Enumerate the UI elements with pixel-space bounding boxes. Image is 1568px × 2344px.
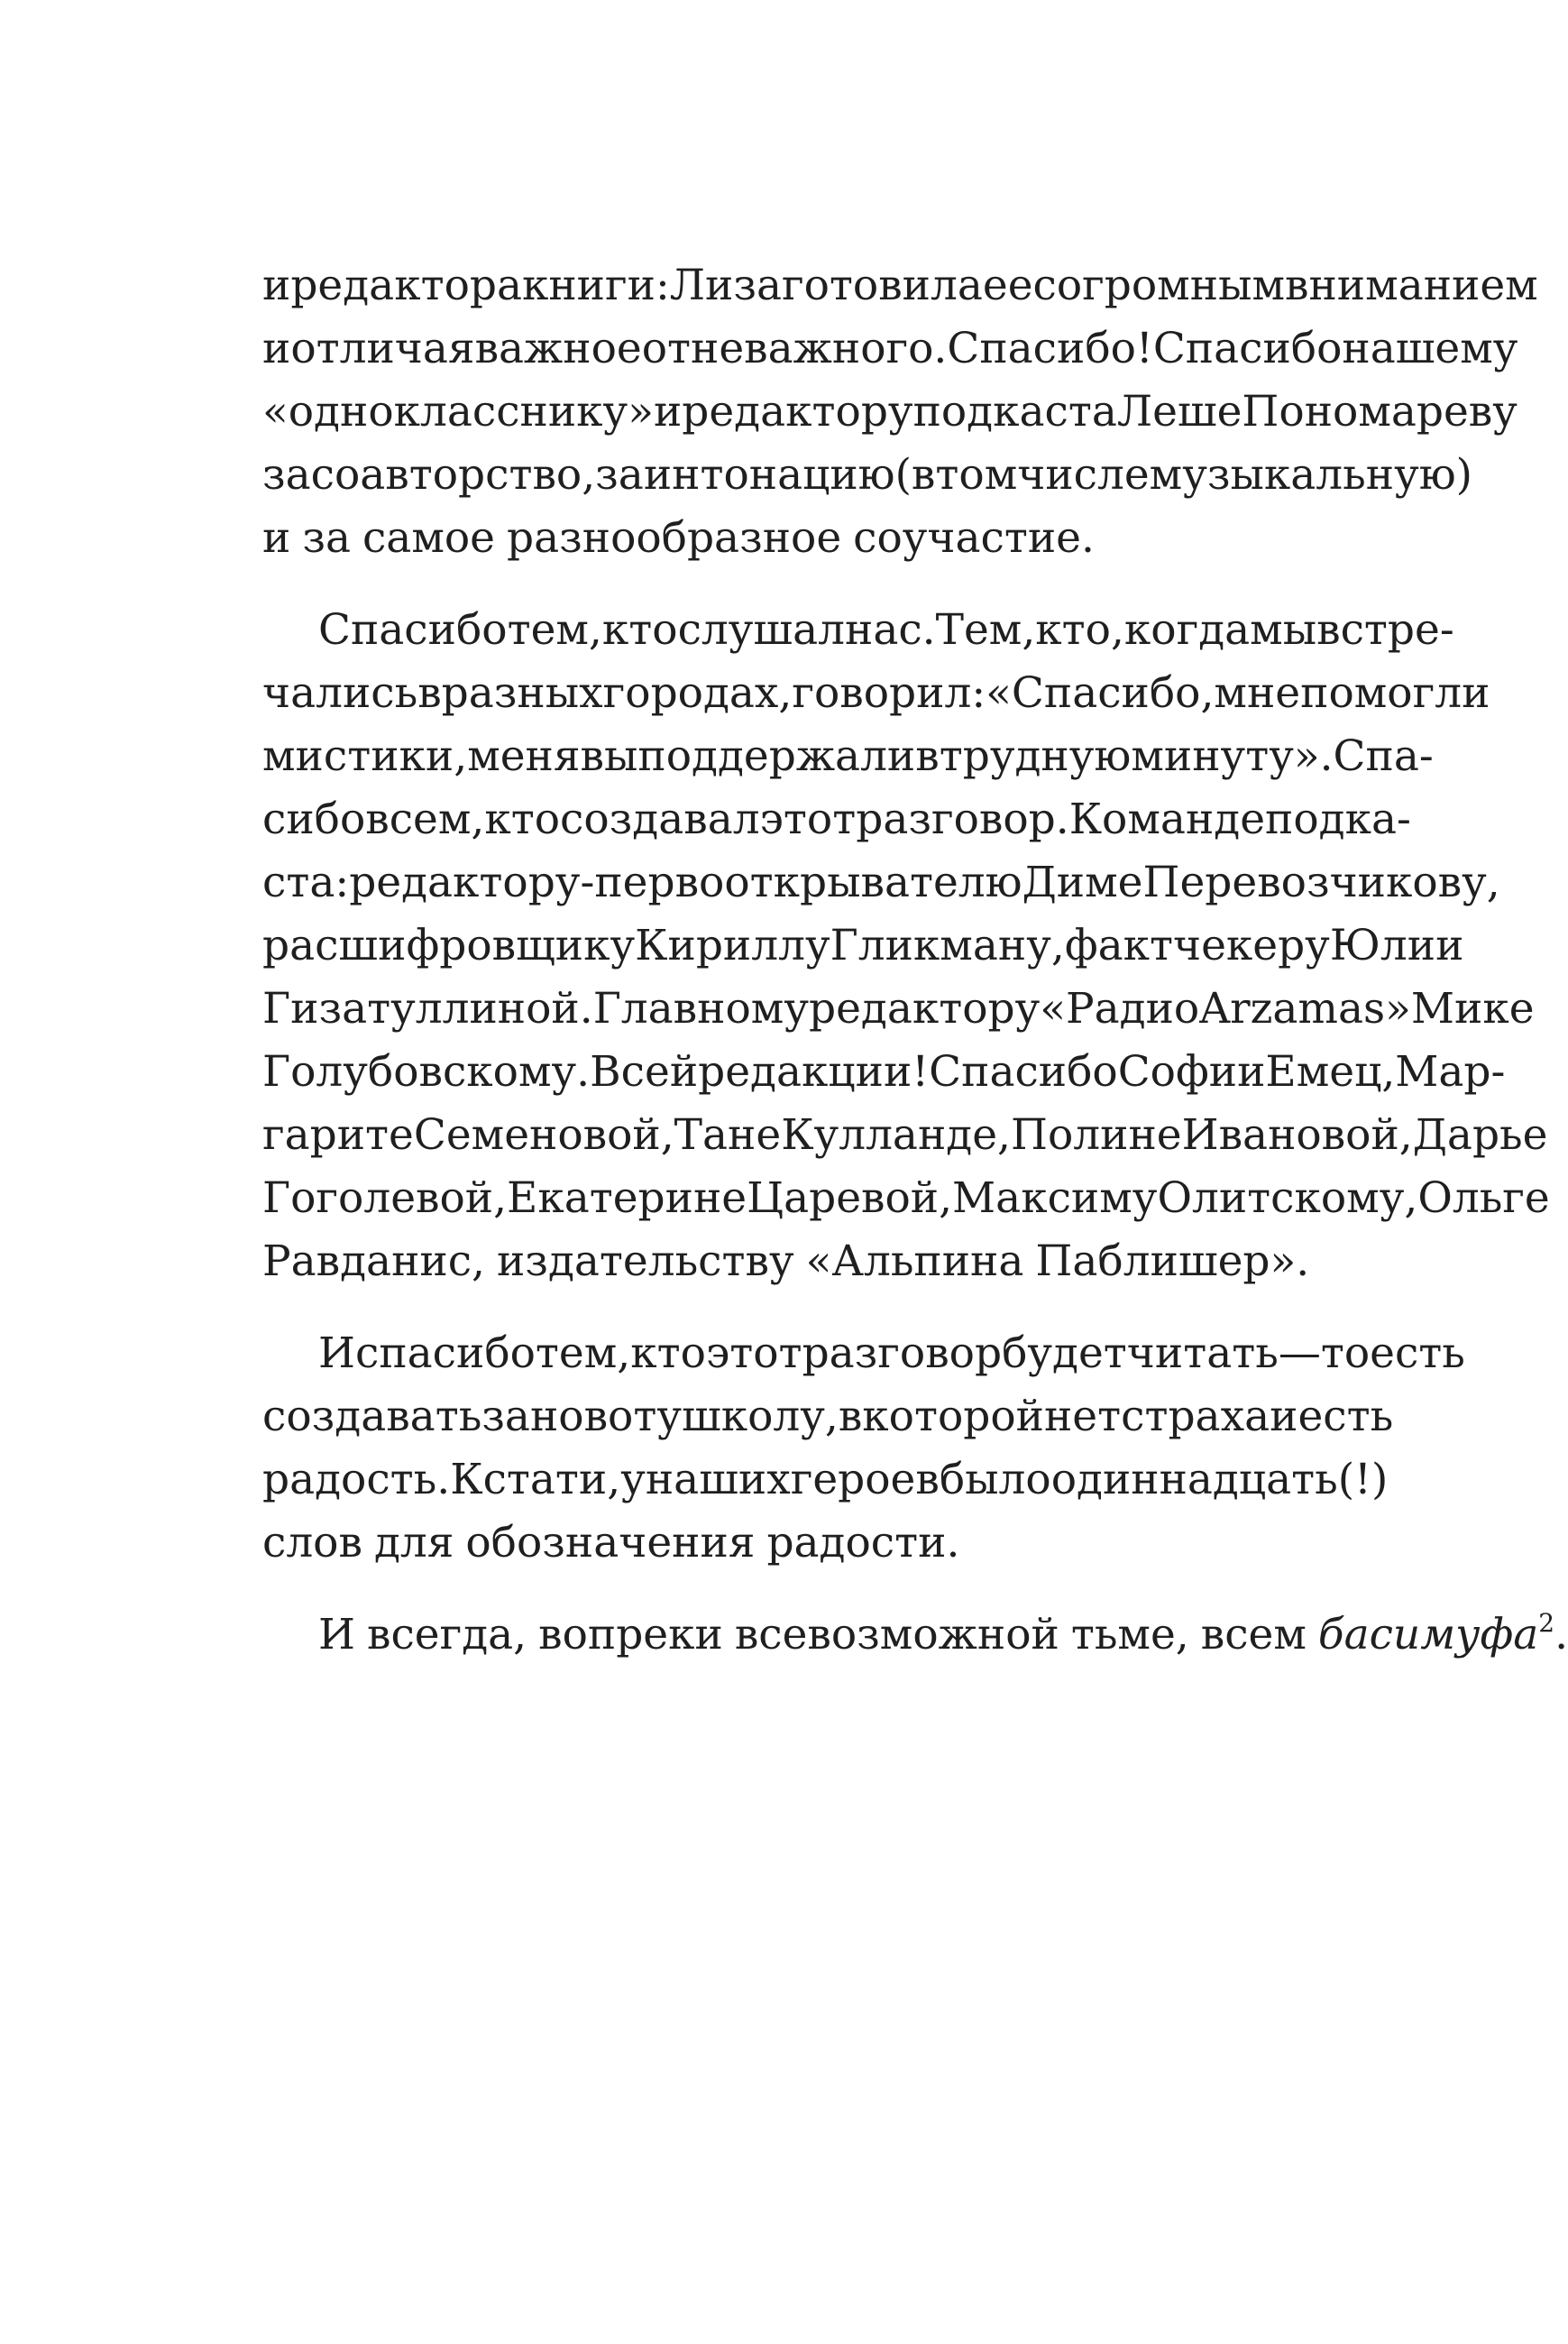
text-line: за соавторство, за интонацию (в том числе музыкальную) <box>262 450 1472 500</box>
paragraph-gap <box>262 1293 1364 1322</box>
page-text <box>262 254 1568 1667</box>
text-line: Равданис, издательству «Альпина Паблишер». <box>262 1236 1310 1286</box>
paragraph-gap <box>262 1575 1364 1604</box>
text-line: гарите Семеновой, Тане Кулланде, Полине Ивановой, Дарье <box>262 1110 1548 1160</box>
paragraph <box>262 1322 1465 1575</box>
footnote-mark[interactable]: 2 <box>1538 1608 1555 1639</box>
text-line: И спасибо тем, кто этот разговор будет читать — то есть <box>318 1328 1465 1378</box>
text-line: слов для обозначения радости. <box>262 1518 960 1567</box>
text-line: Голубовскому. Всей редакции! Спасибо Софии Емец, Мар- <box>262 1047 1506 1097</box>
paragraph-gap <box>262 570 1364 599</box>
text-line: расшифровщику Кириллу Гликману, фактчекеру Юлии <box>262 921 1464 970</box>
paragraph <box>262 254 1538 570</box>
text-line: Спасибо тем, кто слушал нас. Тем, кто, когда мы встре- <box>318 605 1454 655</box>
text-line: Гизатуллиной. Главному редактору «Радио Arzamas» Мике <box>262 984 1535 1034</box>
text-line: радость. Кстати, у наших героев было одиннадцать (!) <box>262 1455 1389 1504</box>
text-line: Гоголевой, Екатерине Царевой, Максиму Олитскому, Ольге <box>262 1173 1550 1223</box>
italic-word: басимуфа <box>1317 1610 1539 1659</box>
text-line: сибо всем, кто создавал этот разговор. Команде подка- <box>262 795 1411 844</box>
paragraph <box>262 599 1550 1293</box>
text-line: «однокласснику» и редактору подкаста Леше Пономареву <box>262 387 1518 437</box>
text-line: ста: редактору-первооткрывателю Диме Перевозчикову, <box>262 858 1500 907</box>
text-line: и за самое разнообразное соучастие. <box>262 513 1095 563</box>
text-line: и отличая важное от неважного. Спасибо! Спасибо нашему <box>262 324 1518 373</box>
text-line: чались в разных городах, говорил: «Спасибо, мне помогли <box>262 668 1490 718</box>
text-line: и редактора книги: Лиза готовила ее с огромным вниманием <box>262 261 1538 310</box>
final-line: И всегда, вопреки всевозможной тьме, всем басимуфа$^2$. <box>318 1608 1568 1659</box>
text-line: мистики, меня вы поддержали в трудную минуту». Спа- <box>262 731 1434 781</box>
text-line: создавать заново ту школу, в которой нет страха и есть <box>262 1392 1394 1441</box>
